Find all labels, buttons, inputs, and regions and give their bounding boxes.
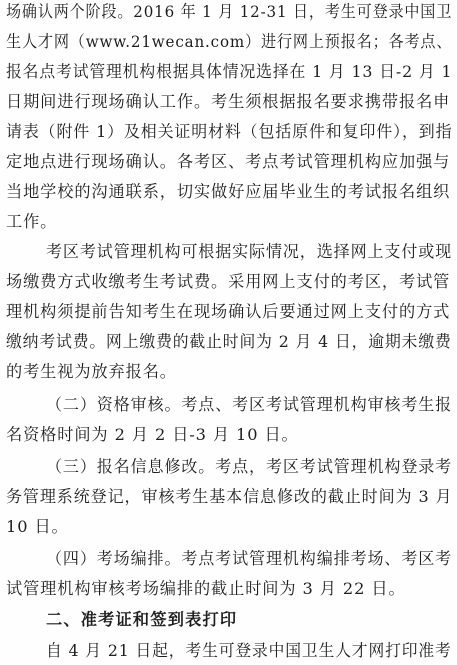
paragraph-first-line: （二）资格审核。考点、考区考试管理机构审核考生报: [46, 395, 453, 414]
text-line: 请表（附件 1）及相关证明材料（包括原件和复印件），到指: [6, 122, 453, 141]
text-line: 10 日。: [6, 517, 69, 536]
text-line: 生人才网（www.21wecan.com）进行网上预报名；各考点、: [6, 32, 453, 51]
paragraph-first-line: 考区考试管理机构可根据实际情况，选择网上支付或现: [46, 242, 453, 261]
text-line: 场确认两个阶段。2016 年 1 月 12-31 日，考生可登录中国卫: [6, 2, 453, 21]
text-line: 名资格时间为 2 月 2 日-3 月 10 日。: [6, 425, 299, 444]
text-line: 报名点考试管理机构根据具体情况选择在 1 月 13 日-2 月 1: [6, 62, 453, 81]
text-line: 当地学校的沟通联系，切实做好应届毕业生的考试报名组织: [6, 182, 451, 201]
text-line: 场缴费方式收缴考生考试费。采用网上支付的考区，考试管: [6, 272, 451, 291]
text-line: 试管理机构审核考场编排的截止时间为 3 月 22 日。: [6, 579, 406, 598]
text-line: 工作。: [6, 212, 58, 231]
paragraph-first-line: 自 4 月 21 日起，考生可登录中国卫生人才网打印准考: [46, 641, 452, 660]
text-line: 定地点进行现场确认。各考区、考点考试管理机构应加强与: [6, 152, 451, 171]
text-line: 理机构须提前告知考生在现场确认后要通过网上支付的方式: [6, 302, 451, 321]
section-heading: 二、准考证和签到表打印: [46, 610, 238, 629]
text-line: 日期间进行现场确认工作。考生须根据报名要求携带报名申: [6, 92, 451, 111]
paragraph-first-line: （四）考场编排。考点考试管理机构编排考场、考区考: [46, 549, 453, 568]
text-line: 的考生视为放弃报名。: [6, 362, 177, 381]
paragraph-first-line: （三）报名信息修改。考点，考区考试管理机构登录考: [46, 457, 453, 476]
text-line: 务管理系统登记，审核考生基本信息修改的截止时间为 3 月: [6, 487, 453, 506]
text-line: 缴纳考试费。网上缴费的截止时间为 2 月 4 日，逾期未缴费: [6, 332, 452, 351]
